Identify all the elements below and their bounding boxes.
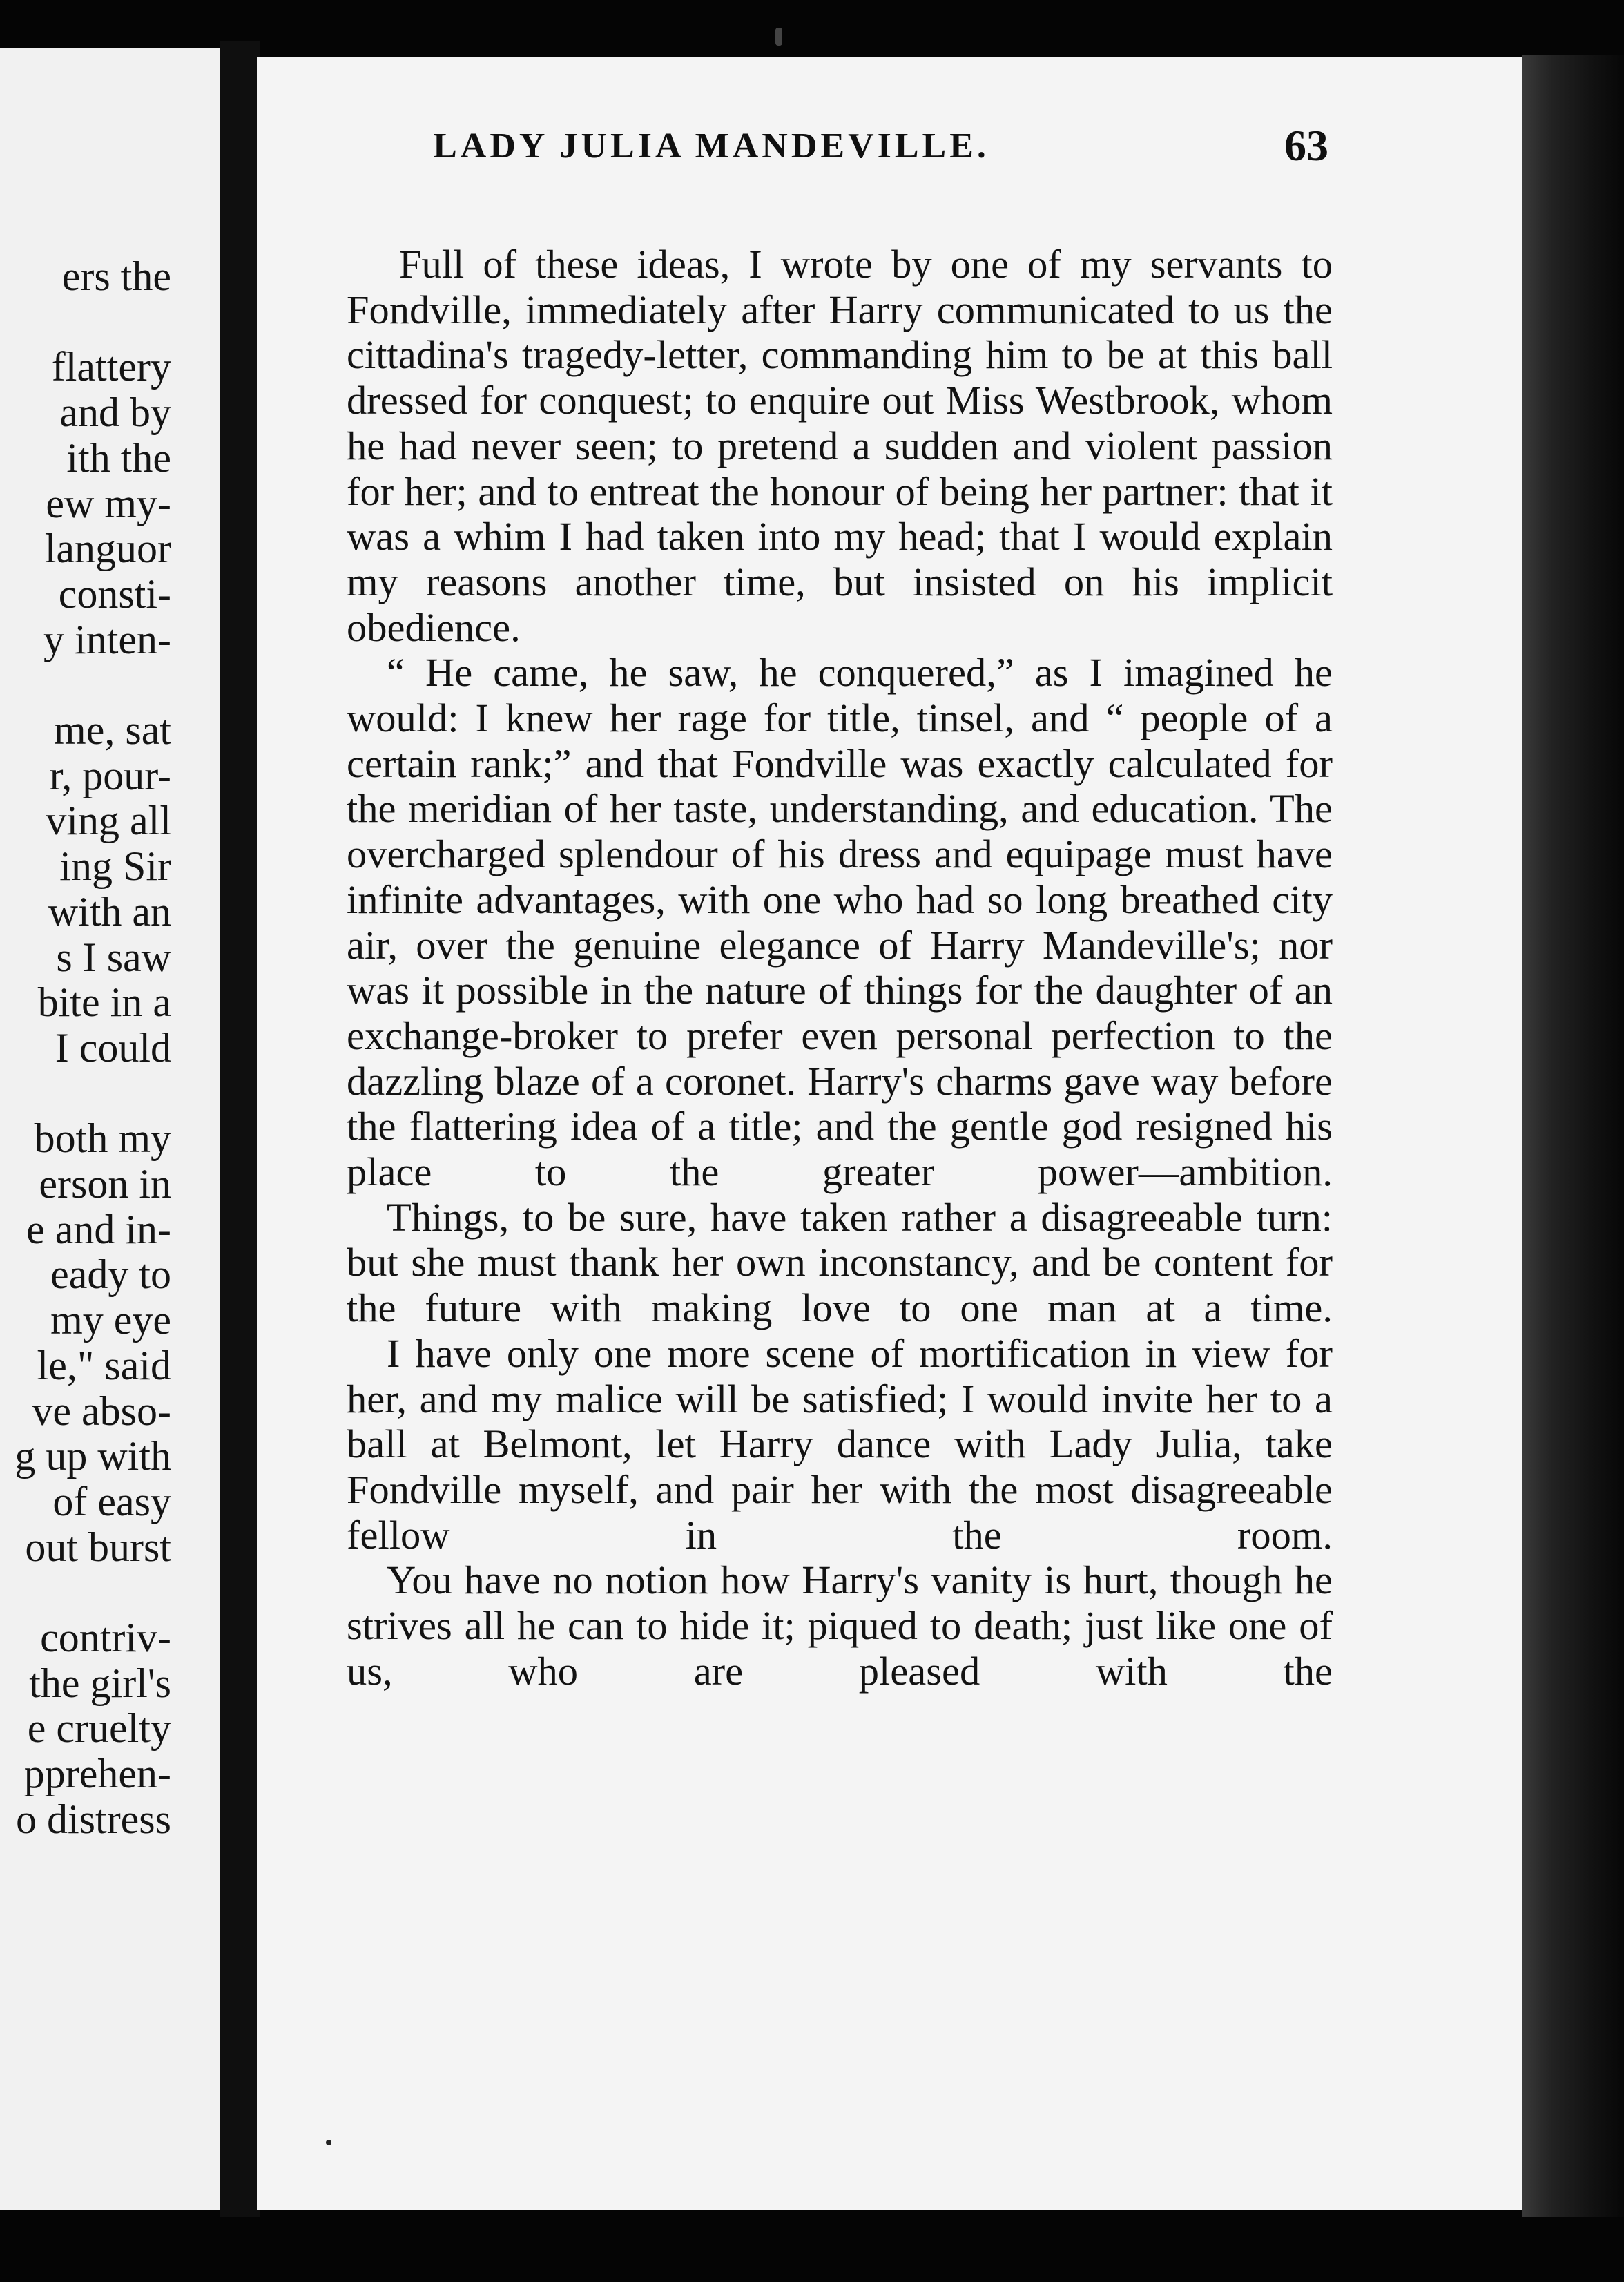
facing-page-line: le," said (37, 1342, 171, 1388)
facing-page-line: o distress (16, 1796, 171, 1842)
page-edge (1522, 55, 1624, 2217)
facing-page-line: of easy (52, 1478, 171, 1524)
facing-page-line: consti- (58, 570, 171, 617)
facing-page-line: eady to (50, 1252, 171, 1298)
paragraph: Full of these ideas, I wrote by one of my servants to Fondville, immediately after Harry communicated to us the cittadina's tragedy-letter, commanding him to be at this ball dressed for conquest; to enquire out Miss Westbrook, whom he had never seen; to pretend a sudden and violent passion for her; and to entreat the honour of being her partner: that it was a whim I had taken into my head; that I would explain my reasons another time, but insisted on his implicit obedience. (347, 242, 1333, 650)
ink-dot (326, 2140, 331, 2145)
book-gutter (220, 41, 260, 2217)
paragraph: I have only one more scene of mortification in view for her, and my malice will be satisfied; I would invite her to a ball at Belmont, let Harry dance with Lady Julia, take Fondville myself, and pair her with the most disagreeable fellow in the room. (347, 1330, 1333, 1557)
facing-page-line: contriv- (40, 1615, 171, 1660)
facing-page-line: with an (48, 888, 171, 934)
facing-page-line: ing Sir (59, 843, 171, 890)
facing-page-line: bite in a (37, 979, 171, 1026)
facing-page-line: erson in (39, 1161, 171, 1207)
facing-page-line: g up with (14, 1433, 171, 1479)
facing-page-line: ew my- (46, 480, 171, 526)
page-number: 63 (1284, 121, 1328, 170)
facing-page (0, 48, 235, 2210)
facing-page-line: r, pour- (49, 752, 171, 798)
facing-page-line: me, sat (54, 707, 171, 753)
facing-page-line: e cruelty (27, 1705, 171, 1752)
paragraph: You have no notion how Harry's vanity is hurt, though he strives all he can to hide it; piqued to death; just like one of us, who are pleased with the (347, 1557, 1333, 1694)
paragraph: “ He came, he saw, he conquered,” as I imagined he would: I knew her rage for title, tinsel, and “ people of a certain rank;” and that Fondville was exactly calculated for the meridian of her taste, understanding, and education. The overcharged splendour of his dress and equipage must have infinite advantages, with one who had so long breathed city air, over the genuine elegance of Harry Mandeville's; nor was it possible in the nature of things for the daughter of an exchange-broker to prefer even personal perfection to the dazzling blaze of a coronet. Harry's charms gave way before the flattering idea of a title; and the gentle god resigned his place to the greater power—ambition. (347, 650, 1333, 1195)
page-body (347, 242, 1333, 1694)
facing-page-line: both my (34, 1115, 171, 1162)
facing-page-line: pprehen- (23, 1751, 171, 1797)
facing-page-line: ith the (66, 434, 171, 481)
facing-page-line: s I saw (56, 934, 171, 980)
running-head: LADY JULIA MANDEVILLE. (433, 126, 989, 166)
facing-page-line: the girl's (29, 1660, 171, 1706)
scan-speck (775, 28, 782, 46)
facing-page-line: languor (44, 526, 171, 572)
facing-page-line: out burst (25, 1524, 171, 1570)
facing-page-line: I could (55, 1024, 171, 1071)
facing-page-line: and by (59, 390, 171, 436)
paragraph: Things, to be sure, have taken rather a disagreeable turn: but she must thank her own inconstancy, and be content for the future with making love to one man at a time. (347, 1194, 1333, 1331)
facing-page-line: my eye (50, 1297, 171, 1343)
facing-page-line: y inten- (44, 616, 171, 662)
facing-page-line: ve abso- (32, 1388, 171, 1434)
facing-page-line: e and in- (26, 1206, 171, 1252)
facing-page-line: ers the (61, 253, 171, 299)
facing-page-line: flattery (51, 344, 171, 390)
facing-page-line: ving all (46, 798, 171, 844)
